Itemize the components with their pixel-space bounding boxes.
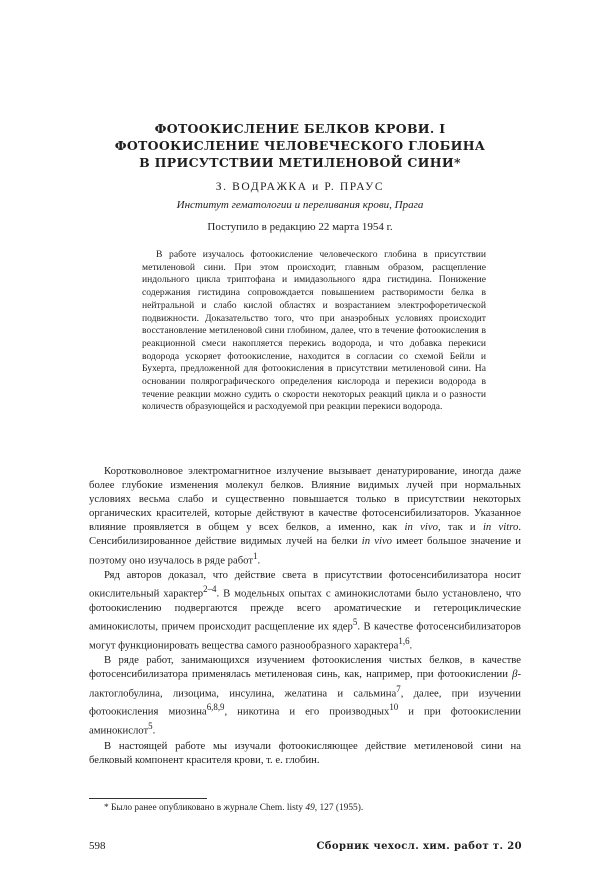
text-run: Ряд авторов доказал, что действие света в присутствии фотосенсибилизатора носит окислительный характер — [89, 569, 521, 600]
text-run: . — [409, 639, 413, 652]
body-paragraph-3 — [89, 653, 521, 737]
text-run: . — [257, 554, 261, 567]
footnote — [104, 803, 524, 813]
article-title-line-3: В ПРИСУТСТВИИ МЕТИЛЕНОВОЙ СИНИ* — [139, 155, 461, 170]
text-run: . В качестве фотосенсибилизаторов могут функционировать вещества самого разнообразного характера — [89, 620, 521, 652]
footnote-divider — [89, 798, 207, 799]
reference-mark: 10 — [389, 702, 399, 713]
reference-mark: 1 — [253, 550, 258, 561]
text-run: , далее, при изучении фотоокисления миозина — [89, 687, 521, 718]
body-paragraph-2 — [89, 568, 521, 652]
reference-mark: 5 — [148, 720, 153, 731]
latin-term: in vitro — [482, 521, 519, 534]
footnote-text: , 127 (1955). — [314, 803, 364, 813]
running-footer-journal: Сборник чехосл. хим. работ т. 20 — [316, 841, 522, 852]
article-title-line-2: ФОТООКИСЛЕНИЕ ЧЕЛОВЕЧЕСКОГО ГЛОБИНА — [114, 138, 486, 153]
text-run: , так и — [437, 521, 476, 534]
abstract — [142, 249, 486, 414]
text-run: имеет большое значение и поэтому оно изучалось в ряде работ — [89, 535, 521, 567]
greek-symbol: β — [512, 668, 518, 681]
text-run: . — [152, 724, 156, 737]
reference-mark: 2–4 — [203, 584, 217, 595]
body-paragraph-1 — [89, 464, 521, 567]
footnote-text: * Было ранее опубликовано в журнале Chem. listy — [104, 803, 304, 813]
reference-mark: 1,6 — [398, 635, 410, 646]
latin-term: in vivo — [361, 535, 393, 548]
abstract-text: В работе изучалось фотоокисление человеческого глобина в присутствии метиленовой сини. При этом происходит, главным образом, расщепление индольного цикла триптофана и имидазольного ядра гистидина. Понижение содержания гистидина сопровождается повышением растворимости белка в нейтральной и слабо кислой областях и возрастанием электрофоретической подвижности. Доказательство того, что при анаэробных условиях происходит восстановление метиленовой сини глобином, далее, что в течение фотоокисления в реакционной смеси накопляется перекись водорода, и что добавка перекиси водорода ускоряет фотоокисление, находится в согласии со схемой Бейли и Бухерта, предложенной для фотоокисления в присутствии метиленовой сини. На основании полярографического определения кислорода и перекиси водорода в течение реакции можно судить о скорости некоторых реакций цикла и о разности количеств образующейся и расходуемой при реакции перекиси водорода. — [142, 249, 486, 413]
text-run: . В модельных опытах с аминокислотами было установлено, что фотоокислению подвергаются прежде всего ароматические и гетероциклические аминокислоты, причем происходит расщепление их ядер — [89, 587, 522, 633]
received-date: Поступило в редакцию 22 марта 1954 г. — [207, 221, 393, 233]
latin-term: in vivo — [404, 521, 438, 534]
article-title-line-1: ФОТООКИСЛЕНИЕ БЕЛКОВ КРОВИ. I — [154, 121, 446, 136]
text-run: В ряде работ, занимающихся изучением фотоокисления чистых белков, в качестве фотосенсибилизатора применялась метиленовая синь, как, например, при фотоокислении — [89, 654, 521, 681]
footnote-volume: 49 — [305, 803, 315, 813]
institute: Институт гематологии и переливания крови, Прага — [176, 199, 424, 211]
authors: З. ВОДРАЖКА и Р. ПРАУС — [215, 181, 385, 193]
text-run: -лактоглобулина, лизоцима, инсулина, желатина и сальмина — [89, 668, 521, 700]
reference-mark: 6,8,9 — [206, 702, 225, 713]
text-run: , никотина и его производных — [224, 705, 390, 718]
body-paragraph-4: В настоящей работе мы изучали фотоокисляющее действие метиленовой сини на белковый компонент красителя крови, т. е. глобин. — [89, 739, 521, 766]
text-run: Коротковолновое электромагнитное излучение вызывает денатурирование, иногда даже более глубокие изменения молекул белков. Влияние видимых лучей при нормальных условиях весьма слабо и существенно повышается только в присутствии некоторых органических красителей, которые действуют в качестве фотосенсибилизаторов. Указанное влияние проявляется в общем у всех белков, а именно, как — [89, 465, 521, 534]
reference-mark: 5 — [352, 617, 358, 628]
text-run: и при фотоокислении аминокислот — [89, 705, 522, 737]
text-run: . Сенсибилизированное действие видимых лучей на белки — [89, 521, 521, 548]
reference-mark: 7 — [396, 683, 401, 694]
page-number: 598 — [89, 840, 106, 852]
article-body — [89, 464, 521, 767]
